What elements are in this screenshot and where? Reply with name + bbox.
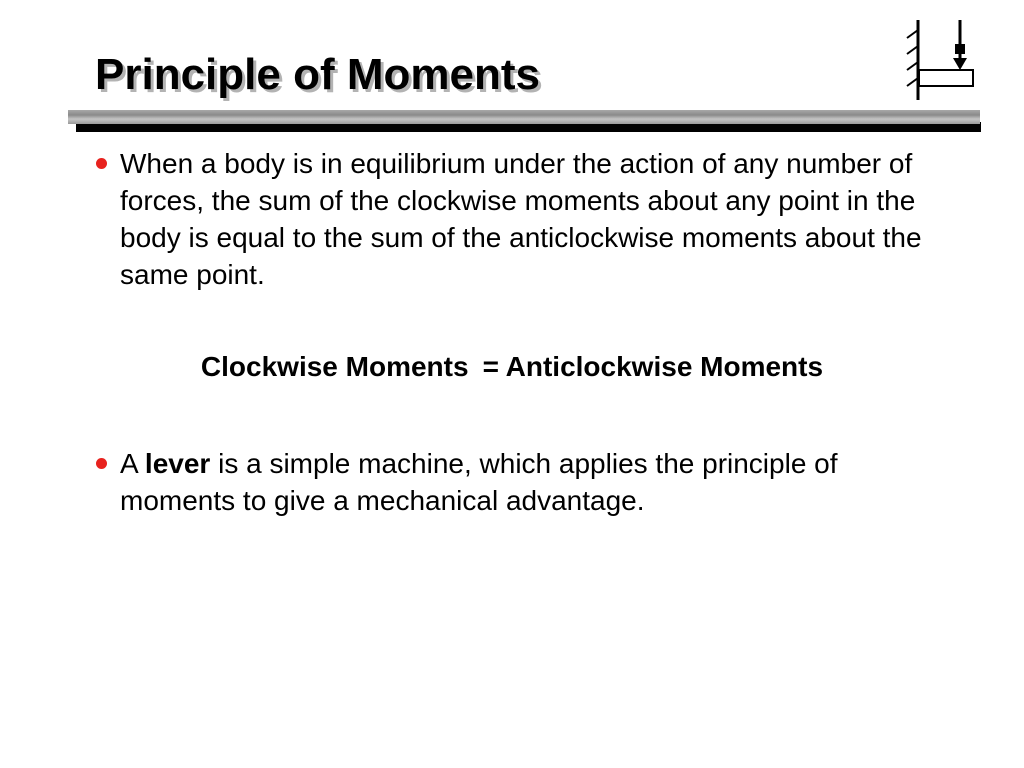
bullet-dot xyxy=(96,458,107,469)
bullet-text: When a body is in equilibrium under the action of any number of forces, the sum of the clockwise moments about any point in the body is equal to the sum of the anticlockwise moments about the same point. xyxy=(120,148,922,290)
title-rule xyxy=(68,110,980,124)
bullet-text xyxy=(120,445,936,519)
lever-beam-icon xyxy=(898,18,978,102)
bullet-suffix: is a simple machine, which applies the principle of moments to give a mechanical advantage. xyxy=(120,448,838,516)
slide-title: Principle of Moments xyxy=(95,50,540,99)
equation-right: = Anticlockwise Moments xyxy=(482,351,824,382)
equation-left: Clockwise Moments xyxy=(200,351,469,382)
term-lever: lever xyxy=(144,448,211,479)
bullet-prefix: A xyxy=(120,448,145,479)
bullet-dot xyxy=(96,158,107,169)
moments-equation xyxy=(0,348,1024,385)
bullet-equilibrium xyxy=(96,145,936,293)
bullet-lever xyxy=(96,445,936,519)
